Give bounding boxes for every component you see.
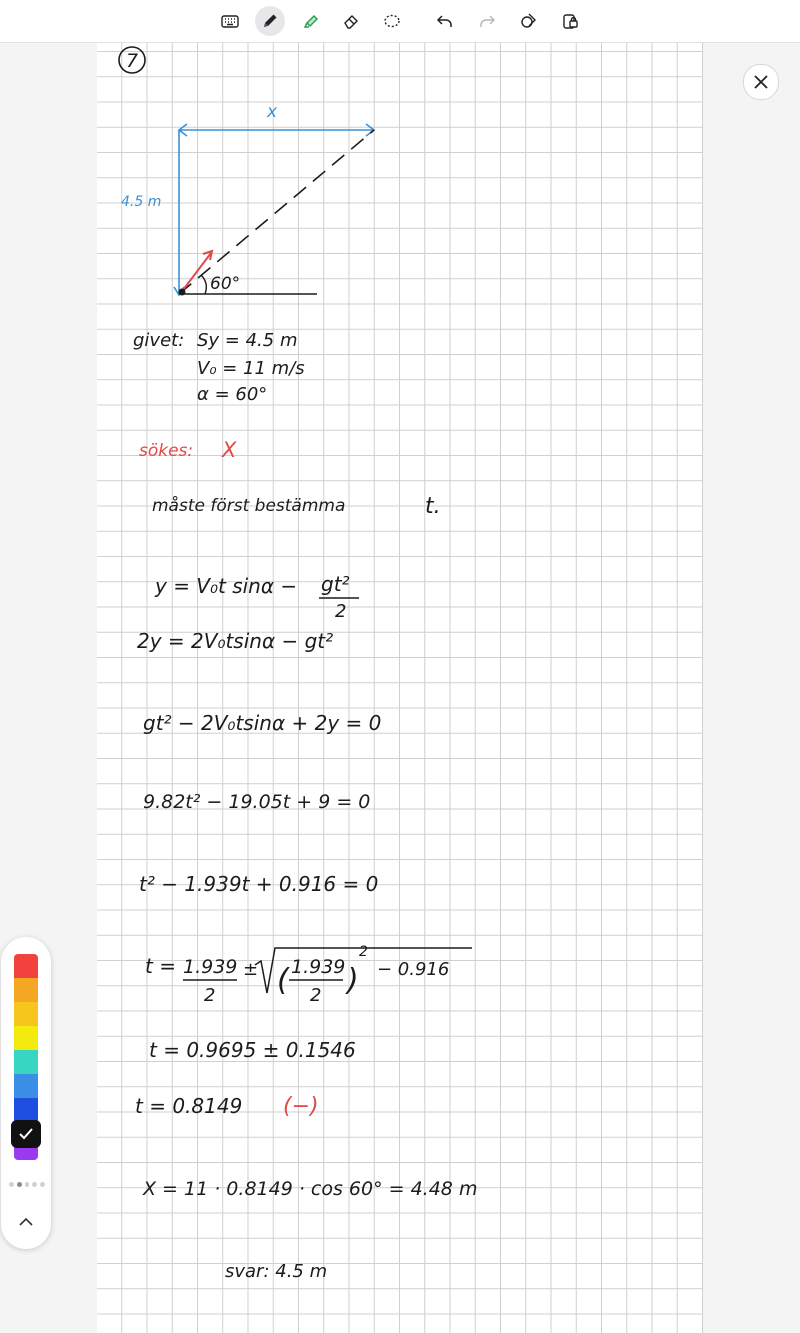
given-line-3: α = 60° [197, 384, 268, 405]
highlighter-icon[interactable] [296, 6, 326, 36]
equation-6-paren-open: ( [277, 963, 289, 998]
color-swatch-blue[interactable] [14, 1074, 38, 1098]
color-swatch-yellow[interactable] [14, 1026, 38, 1050]
color-swatch-teal[interactable] [14, 1050, 38, 1074]
color-swatch-yellow-orange[interactable] [14, 1002, 38, 1026]
given-line-2: V₀ = 11 m/s [197, 358, 305, 379]
handwriting-layer [97, 43, 703, 1333]
equation-8-sign: (−) [283, 1094, 319, 1119]
equation-7: t = 0.9695 ± 0.1546 [149, 1038, 356, 1062]
problem-number: 7 [125, 50, 139, 72]
trajectory-line [179, 130, 374, 294]
lock-icon[interactable] [555, 6, 585, 36]
equation-6-plusminus: ± [243, 959, 259, 980]
equation-1-numerator: gt² [321, 572, 350, 596]
note-text: måste först bestämma [152, 496, 346, 516]
equation-9: X = 11 · 0.8149 · cos 60° = 4.48 m [143, 1178, 478, 1200]
close-button[interactable] [743, 64, 779, 100]
collapse-palette-button[interactable] [13, 1209, 39, 1235]
equation-6-inner-denominator: 2 [310, 985, 322, 1006]
sought-label: sökes: [139, 441, 194, 461]
eraser-icon[interactable] [336, 6, 366, 36]
equation-6-numerator: 1.939 [183, 956, 238, 978]
projectile-diagram [121, 102, 374, 296]
lasso-icon[interactable] [377, 6, 407, 36]
top-toolbar [0, 0, 800, 43]
pen-icon[interactable] [255, 6, 285, 36]
equation-6-paren-close: ) [347, 963, 359, 998]
keyboard-icon[interactable] [215, 6, 245, 36]
color-palette [1, 937, 51, 1249]
shapes-icon[interactable] [514, 6, 544, 36]
equation-6-inner-numerator: 1.939 [291, 956, 346, 978]
page-dot[interactable] [25, 1182, 30, 1187]
equation-3: gt² − 2V₀tsinα + 2y = 0 [143, 711, 382, 735]
height-label: 4.5 m [121, 194, 162, 210]
angle-label: 60° [210, 274, 241, 294]
redo-icon[interactable] [472, 6, 502, 36]
page-dot[interactable] [40, 1182, 45, 1187]
x-label: x [267, 102, 278, 122]
equation-1-denominator: 2 [335, 601, 347, 622]
page-dot[interactable] [9, 1182, 14, 1187]
equation-6-denominator: 2 [204, 985, 216, 1006]
answer: svar: 4.5 m [225, 1261, 328, 1282]
launch-point [179, 289, 186, 296]
selected-color-black[interactable] [11, 1120, 41, 1148]
equation-8: t = 0.8149 [135, 1094, 243, 1118]
note-var: t. [425, 494, 441, 519]
color-swatch-dark-blue[interactable] [14, 1098, 38, 1122]
equation-5: t² − 1.939t + 0.916 = 0 [139, 872, 379, 896]
angle-arc [201, 275, 206, 294]
page-dot-active[interactable] [17, 1182, 22, 1187]
close-icon [753, 74, 769, 90]
given-line-1: Sy = 4.5 m [197, 330, 298, 351]
equation-6-lhs: t = [145, 954, 176, 978]
given-label: givet: [133, 330, 185, 351]
equation-2: 2y = 2V₀tsinα − gt² [137, 629, 334, 653]
sought-value: X [222, 438, 237, 462]
equation-1: y = V₀t sinα − [155, 574, 298, 598]
color-swatch-orange[interactable] [14, 978, 38, 1002]
page-dot[interactable] [32, 1182, 37, 1187]
equation-4: 9.82t² − 19.05t + 9 = 0 [143, 791, 371, 813]
equation-6-exponent: 2 [359, 944, 368, 960]
equation-6-minus-term: − 0.916 [377, 959, 450, 980]
checkmark-icon [18, 1127, 34, 1141]
color-swatch-red[interactable] [14, 954, 38, 978]
undo-icon[interactable] [430, 6, 460, 36]
palette-page-dots[interactable] [9, 1182, 45, 1190]
chevron-up-icon [18, 1217, 34, 1227]
equation-6 [145, 944, 472, 1006]
